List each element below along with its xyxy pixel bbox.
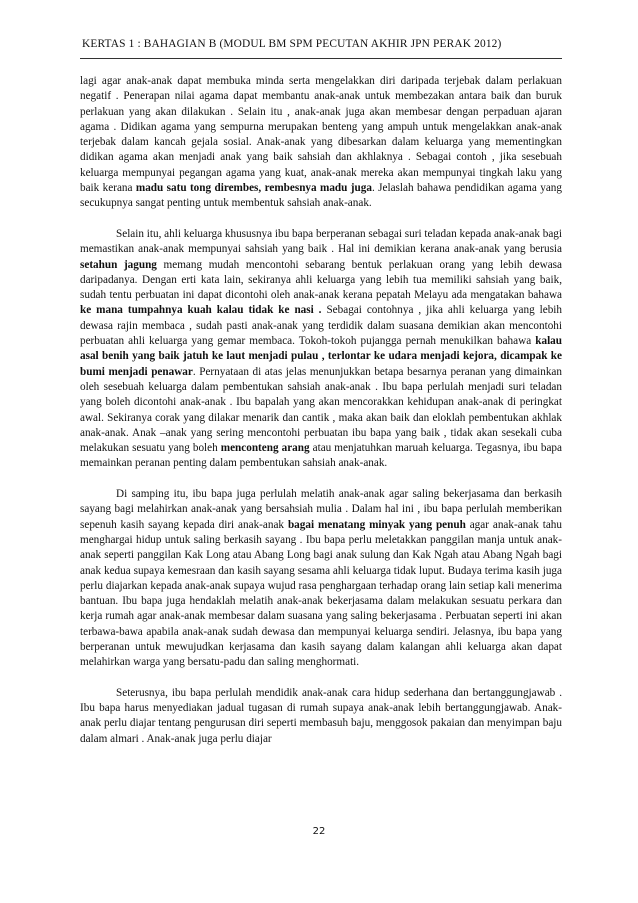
text-run: Di samping itu, ibu bapa juga perlulah melatih anak-anak agar saling bekerjasama dan berkasih sayang bagi melahirkan anak-anak yang bersahsiah mulia . Dalam hal ini , ibu bapa perlulah memberikan sepenuh kasih sayang kepada diri anak-anak <box>80 488 562 531</box>
text-run: Sebagai contohnya , jika ahli keluarga yang lebih dewasa rajin membaca , sudah pasti anak-anak yang terdidik dalam suasana demikian akan mencontohi perbuatan ahli keluarga yang gemar membaca. Tokoh-tokoh pujangga pernah menukilkan bahawa <box>80 304 562 348</box>
body-text <box>80 74 562 747</box>
text-run: Selain itu, ahli keluarga khususnya ibu bapa berperanan sebagai suri teladan kepada anak-anak bagi memastikan anak-anak mempunyai sahsiah yang baik . Hal ini demikian kerana anak-anak yang berusia <box>80 227 562 256</box>
paragraph <box>80 74 562 212</box>
bold-phrase: kalau asal benih yang baik jatuh ke laut menjadi pulau , terlontar ke udara menjadi kejora, dicampak ke bumi menjadi penawar <box>80 335 562 378</box>
text-run: lagi agar anak-anak dapat membuka minda serta mengelakkan diri daripada terjebak dalam perlakuan negatif . Penerapan nilai agama dapat membantu anak-anak untuk membezakan antara baik dan buruk perlakuan yang akan dilakukan . Selain itu , anak-anak juga akan membesar dengan perpaduan ajaran agama . Didikan agama yang sempurna merupakan benteng yang ampuh untuk mengelakkan anak-anak terjebak dalam kancah gejala sosial. Anak-anak yang dibesarkan dalam keluarga yang mementingkan didikan agama akan menjadi anak yang baik sahsiah dan akhlaknya . Sebagai contoh , jika sesebuah keluarga mempunyai pegangan agama yang kuat, anak-anak mereka akan mempunyai tingkah laku yang baik kerana <box>80 75 562 195</box>
text-run: . Jelaslah bahawa pendidikan agama yang secukupnya sangat penting untuk membentuk sahsiah anak-anak. <box>80 182 562 210</box>
header-rule <box>80 58 562 59</box>
text-run: atau menjatuhkan maruah keluarga. Tegasnya, ibu bapa memainkan peranan penting dalam pembentukan sahsiah anak-anak. <box>80 442 562 470</box>
text-run: . Pernyataan di atas jelas menunjukkan betapa besarnya peranan yang dimainkan oleh sesebuah keluarga dalam pembentukan sahsiah anak-anak . Ibu bapa perlulah menjadi suri teladan yang boleh dicontohi anak-anak . Ibu bapalah yang akan mencorakkan kehidupan anak-anak di peringkat awal. Sekiranya corak yang dilakar menarik dan cantik , maka akan baik dan eloklah pembentukan akhlak anak-anak. Anak –anak yang sering mencontohi perbuatan ibu bapa yang baik , tidak akan sesekali cuba melakukan sesuatu yang boleh <box>80 365 562 455</box>
paragraph <box>80 487 562 671</box>
bold-phrase: bagai menatang minyak yang penuh <box>287 518 466 531</box>
bold-phrase: ke mana tumpahnya kuah kalau tidak ke nasi . <box>80 304 322 317</box>
page-number: 22 <box>312 826 326 837</box>
text-run: Seterusnya, ibu bapa perlulah mendidik anak-anak cara hidup sederhana dan bertanggungjawab . Ibu bapa harus menyediakan jadual tugasan di rumah supaya anak-anak lebih bertanggungjawab. Anak-anak perlu diajar tentang pengurusan diri seperti membasuh baju, menggosok pakaian dan menyimpan baju dalam almari . Anak-anak juga perlu diajar <box>80 686 562 745</box>
paragraph <box>80 686 562 747</box>
text-run: memang mudah mencontohi sebarang bentuk perlakuan orang yang lebih dewasa daripadanya. Dengan erti kata lain, sekiranya ahli keluarga yang lebih tua memiliki sahsiah yang baik, sudah tentu perbuatan ini dapat dicontohi oleh anak-anak kerana pepatah Melayu ada mengatakan bahawa <box>80 258 562 302</box>
text-run: agar anak-anak tahu menghargai hidup untuk saling berkasih sayang . Ibu bapa perlu meletakkan panggilan manja untuk anak-anak seperti panggilan Kak Long atau Abang Long bagi anak sulung dan Kak Ngah atau Abang Ngah bagi anak kedua supaya kemesraan dan kasih sayang sesama ahli keluarga tidak luput. Budaya terima kasih juga perlu diajarkan kepada anak-anak supaya wujud rasa penghargaan terhadap orang lain setiap kali menerima bantuan. Ibu bapa juga hendaklah melatih anak-anak bekerjasama dalam melakukan sesuatu perkara dan kerja rumah agar anak-anak membesar dalam suasana yang saling bekerjasama . Perbuatan seperti ini akan terbawa-bawa apabila anak-anak sudah dewasa dan mempunyai keluarga sendiri. Jelasnya, ibu bapa yang berperanan untuk mewujudkan kerjasama dan kasih sayang dalam kalangan ahli keluarga akan dapat melahirkan warga yang bersatu-padu dan saling menghormati. <box>80 518 562 669</box>
bold-phrase: setahun jagung <box>80 258 157 271</box>
page-header: KERTAS 1 : BAHAGIAN B (MODUL BM SPM PECUTAN AKHIR JPN PERAK 2012) <box>82 38 502 50</box>
bold-phrase: menconteng arang <box>220 442 310 455</box>
paragraph <box>80 227 562 472</box>
bold-phrase: madu satu tong dirembes, rembesnya madu juga <box>135 182 372 195</box>
